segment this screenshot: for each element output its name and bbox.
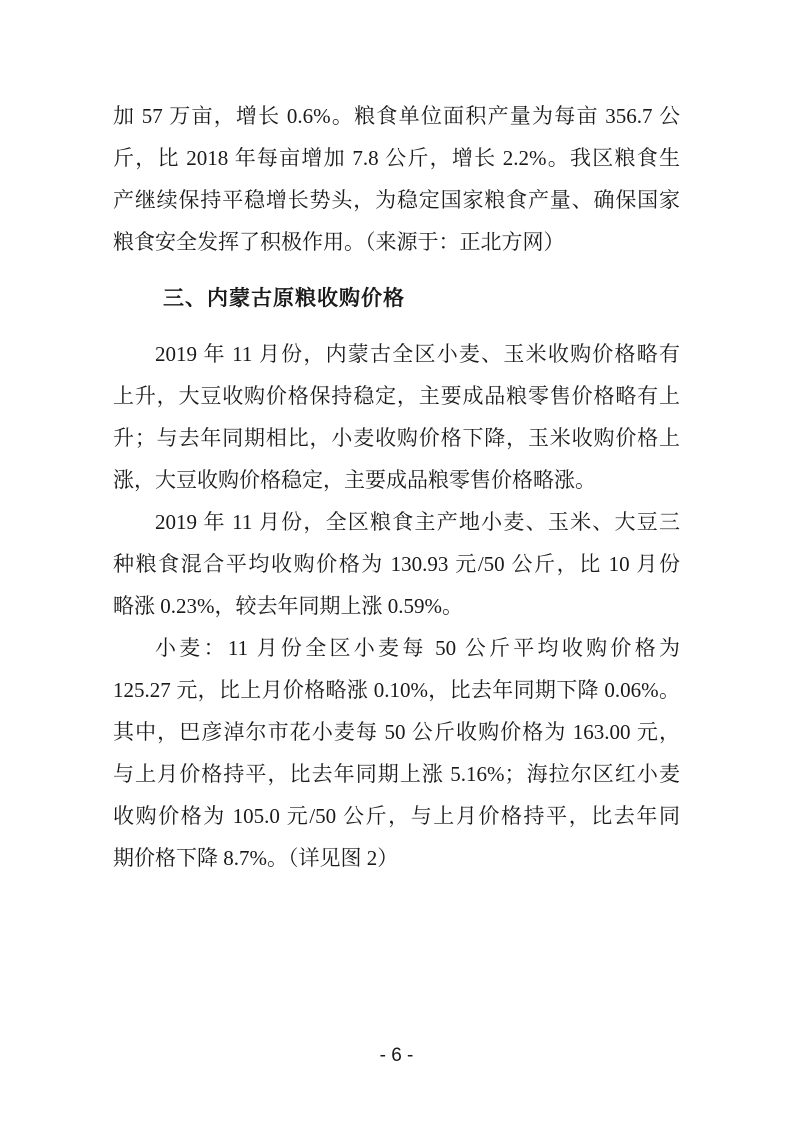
text-line: 粮食安全发挥了积极作用。（来源于：正北方网） — [113, 230, 565, 254]
document-body — [113, 95, 680, 879]
text-line: 2019 年 11 月份，内蒙古全区小麦、玉米收购价格略有 — [155, 342, 680, 366]
text-line: 125.27 元，比上月价格略涨 0.10%，比去年同期下降 0.06%。 — [113, 678, 680, 702]
page-number: - 6 - — [379, 1045, 414, 1066]
text-line: 与上月价格持平，比去年同期上涨 5.16%；海拉尔区红小麦 — [113, 762, 680, 786]
text-line: 上升，大豆收购价格保持稳定，主要成品粮零售价格略有上 — [113, 384, 680, 408]
text-line: 期价格下降 8.7%。（详见图 2） — [113, 846, 399, 870]
text-line: 涨，大豆收购价格稳定，主要成品粮零售价格略涨。 — [113, 468, 596, 492]
heading-line: 三、内蒙古原粮收购价格 — [163, 286, 405, 310]
text-line: 种粮食混合平均收购价格为 130.93 元/50 公斤，比 10 月份 — [113, 552, 680, 576]
body-paragraph — [113, 501, 680, 627]
text-line: 略涨 0.23%，较去年同期上涨 0.59%。 — [113, 594, 463, 618]
text-line: 其中，巴彦淖尔市花小麦每 50 公斤收购价格为 163.00 元， — [113, 720, 680, 744]
text-line: 产继续保持平稳增长势头，为稳定国家粮食产量、确保国家 — [113, 188, 680, 212]
text-line: 2019 年 11 月份，全区粮食主产地小麦、玉米、大豆三 — [155, 510, 680, 534]
body-paragraph — [113, 627, 680, 879]
text-line: 斤，比 2018 年每亩增加 7.8 公斤，增长 2.2%。我区粮食生 — [113, 146, 680, 170]
text-line: 升；与去年同期相比，小麦收购价格下降，玉米收购价格上 — [113, 426, 680, 450]
text-line: 小麦：11 月份全区小麦每 50 公斤平均收购价格为 — [155, 636, 680, 660]
section-heading — [113, 277, 680, 319]
page-footer — [0, 1042, 793, 1070]
text-line: 收购价格为 105.0 元/50 公斤，与上月价格持平，比去年同 — [113, 804, 680, 828]
text-line: 加 57 万亩，增长 0.6%。粮食单位面积产量为每亩 356.7 公 — [113, 104, 680, 128]
body-paragraph — [113, 95, 680, 263]
body-paragraph — [113, 333, 680, 501]
